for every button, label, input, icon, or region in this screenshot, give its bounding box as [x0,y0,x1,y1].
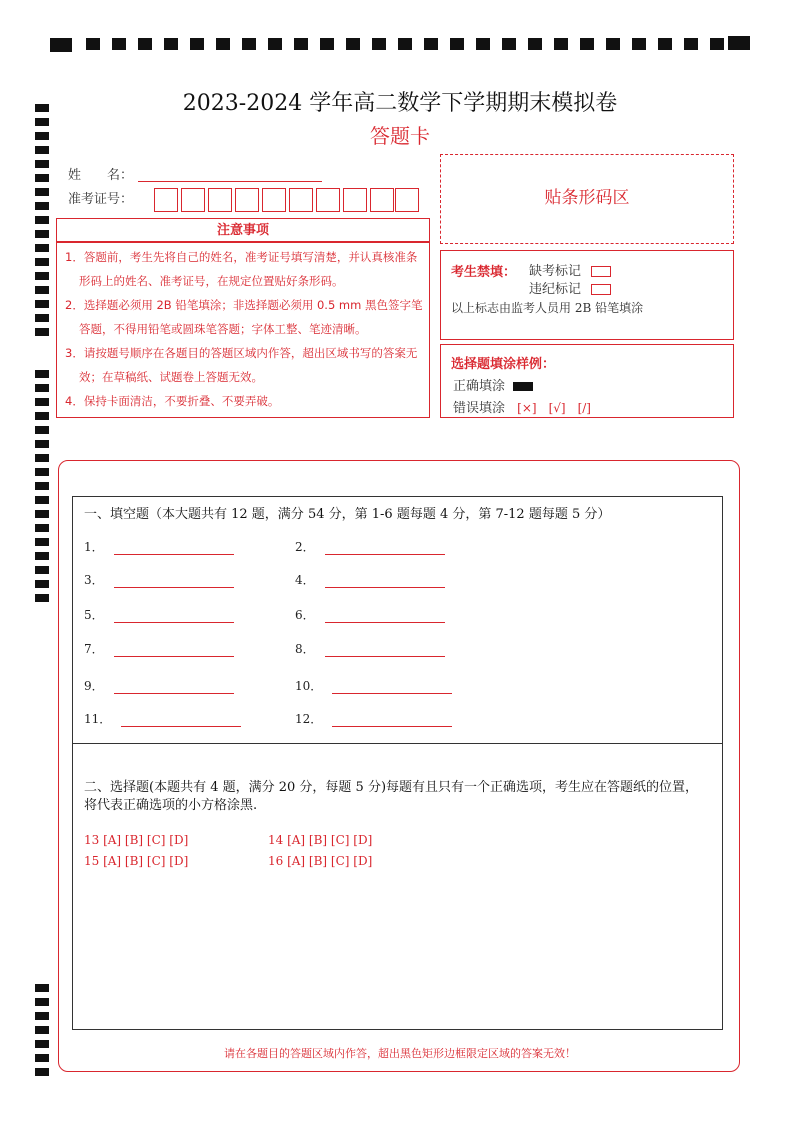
violation-mark-label: 违纪标记 [529,282,582,297]
filled-box-icon [513,382,533,391]
blank-item-4[interactable]: 4． [295,571,445,588]
id-box[interactable] [262,188,286,212]
section-divider [72,743,723,744]
blank-item-10[interactable]: 10． [295,677,452,694]
blank-item-3[interactable]: 3． [84,571,234,588]
correct-fill-label: 正确填涂 [453,379,506,394]
blank-item-6[interactable]: 6． [295,606,445,623]
blank-item-8[interactable]: 8． [295,640,445,657]
absent-mark-row [529,260,611,279]
id-box[interactable] [235,188,259,212]
absent-mark-label: 缺考标记 [529,264,582,279]
fill-blank-heading: 一、填空题（本大题共有 12 题，满分 54 分，第 1-6 题每题 4 分，第 7-12 题每题 5 分） [84,507,611,522]
notice-item: 2．选择题必须用 2B 铅笔填涂；非选择题必须用 0.5 mm 黑色签字笔答题，不得用铅笔或圆珠笔答题；字体工整、笔迹清晰。 [65,298,423,336]
notice-item: 1．答题前，考生先将自己的姓名，准考证号填写清楚，并认真核准条形码上的姓名、准考证号，在规定位置贴好条形码。 [65,250,418,288]
violation-mark-box[interactable] [591,284,611,295]
id-box[interactable] [289,188,313,212]
id-box[interactable] [343,188,367,212]
wrong-fill-marks: [×] [√] [/] [517,401,591,415]
id-box[interactable] [395,188,419,212]
proctor-only-box [440,250,734,340]
top-timing-marks [50,38,750,52]
choice-row-13[interactable]: 13 [A] [B] [C] [D] [84,833,189,847]
proctor-label: 考生禁填： [451,265,517,280]
id-box[interactable] [181,188,205,212]
wrong-fill-label: 错误填涂 [453,401,506,416]
blank-item-2[interactable]: 2． [295,538,445,555]
absent-mark-box[interactable] [591,266,611,277]
id-box[interactable] [370,188,394,212]
choice-row-15[interactable]: 15 [A] [B] [C] [D] [84,854,189,868]
blank-item-9[interactable]: 9． [84,677,234,694]
blank-item-12[interactable]: 12． [295,710,452,727]
notice-heading: 注意事项 [56,218,430,242]
id-label: 准考证号： [68,192,134,207]
id-box[interactable] [154,188,178,212]
id-box[interactable] [208,188,232,212]
barcode-area [440,154,734,244]
proctor-note: 以上标志由监考人员用 2B 铅笔填涂 [451,301,644,315]
notice-item: 3．请按题号顺序在各题目的答题区域内作答，超出区域书写的答案无效；在草稿纸、试题卷上答题无效。 [65,346,418,384]
name-label: 姓 名： [68,168,134,183]
blank-item-11[interactable]: 11． [84,710,241,727]
fill-sample-box [440,344,734,418]
barcode-label: 贴条形码区 [544,188,630,208]
violation-mark-row [529,278,611,297]
wrong-fill-row [453,397,591,416]
page-subtitle: 答题卡 [370,124,430,148]
blank-item-5[interactable]: 5． [84,606,234,623]
blank-item-1[interactable]: 1． [84,538,234,555]
choice-heading-line1: 二、选择题(本题共有 4 题，满分 20 分，每题 5 分)每题有且只有一个正确选项，考生应在答题纸的位置， [84,780,699,795]
page-title: 2023-2024 学年高二数学下学期期末模拟卷 [182,91,618,116]
sample-heading: 选择题填涂样例： [451,357,556,372]
choice-row-16[interactable]: 16 [A] [B] [C] [D] [268,854,373,868]
footer-warning: 请在各题目的答题区域内作答，超出黑色矩形边框限定区域的答案无效！ [224,1047,576,1060]
id-box[interactable] [316,188,340,212]
blank-item-7[interactable]: 7． [84,640,234,657]
choice-row-14[interactable]: 14 [A] [B] [C] [D] [268,833,373,847]
notice-body [56,242,430,418]
choice-heading-line2: 将代表正确选项的小方格涂黑. [84,798,258,813]
name-input-line[interactable] [138,180,322,182]
notice-item: 4．保持卡面清洁，不要折叠、不要弄破。 [65,394,280,408]
correct-fill-row [453,375,533,394]
